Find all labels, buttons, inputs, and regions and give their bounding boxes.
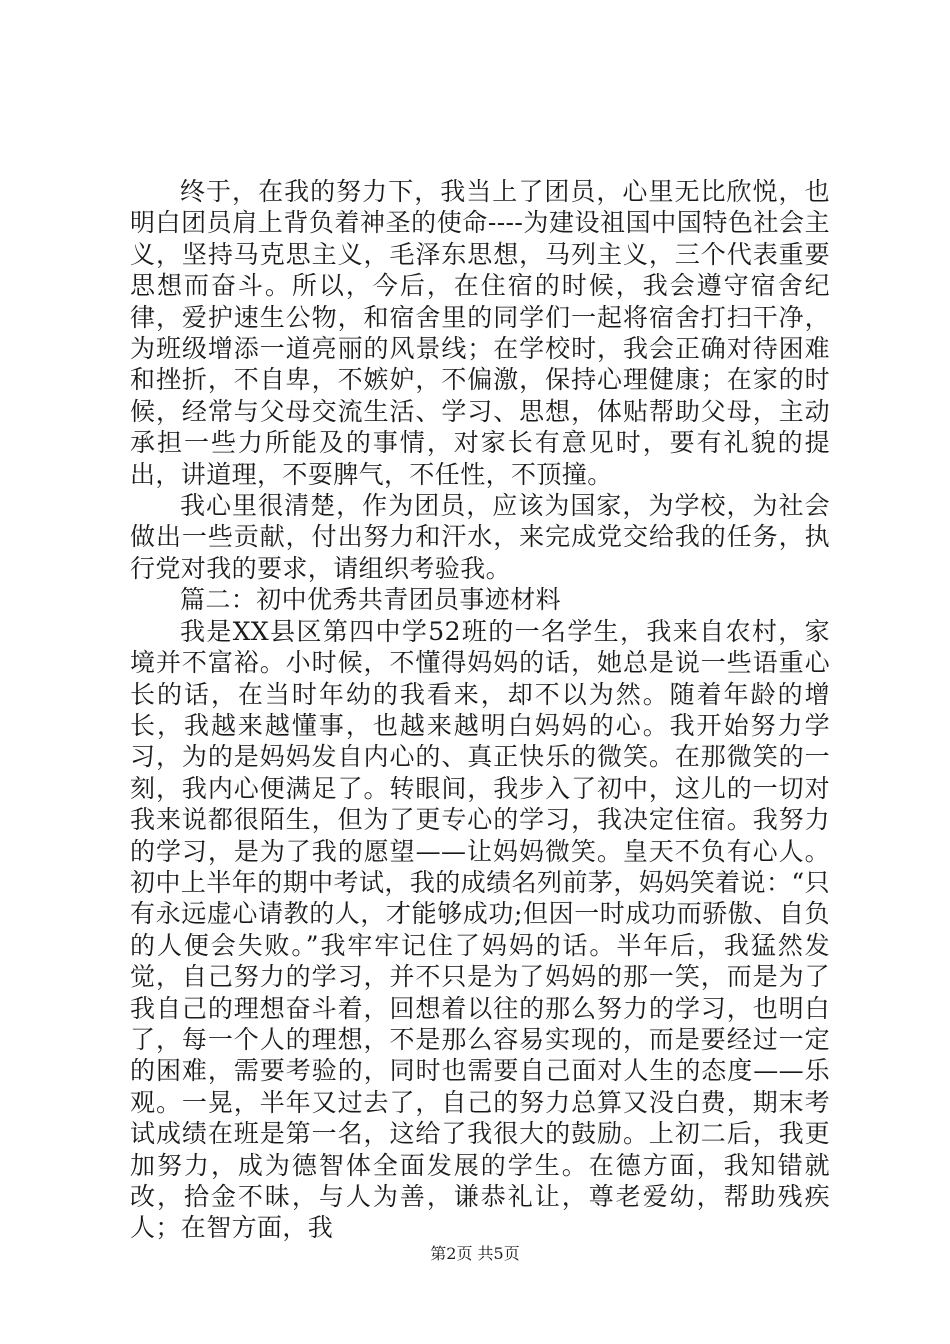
paragraph-3: 我是XX县区第四中学52班的一名学生，我来自农村，家境并不富裕。小时候，不懂得妈妈的话，她总是说一些语重心长的话，在当时年幼的我看来，却不以为然。随着年龄的增长，我越来越懂事，也越来越明白妈妈的心。我开始努力学习，为的是妈妈发自内心的、真正快乐的微笑。在那微笑的一刻，我内心便满足了。转眼间，我步入了初中，这儿的一切对我来说都很陌生，但为了更专心的学习，我决定住宿。我努力的学习，是为了我的愿望——让妈妈微笑。皇天不负有心人。初中上半年的期中考试，我的成绩名列前茅，妈妈笑着说：“只有永远虚心请教的人，才能够成功;但因一时成功而骄傲、自负的人便会失败。”我牢牢记住了妈妈的话。半年后，我猛然发觉，自己努力的学习，并不只是为了妈妈的那一笑，而是为了我自己的理想奋斗着，回想着以往的那么努力的学习，也明白了，每一个人的理想，不是那么容易实现的，而是要经过一定的困难，需要考验的，同时也需要自己面对人生的态度——乐观。一晃，半年又过去了，自己的努力总算又没白费，期末考试成绩在班是第一名，这给了我很大的鼓励。上初二后，我更加努力，成为德智体全面发展的学生。在德方面，我知错就改，拾金不昧，与人为善，谦恭礼让，尊老爱幼，帮助残疾人；在智方面，我 — [130, 616, 830, 1243]
page-footer: 第2页 共5页 — [430, 1244, 520, 1263]
document-body — [130, 176, 830, 1244]
paragraph-2: 我心里很清楚，作为团员，应该为国家，为学校，为社会做出一些贡献，付出努力和汗水，来完成党交给我的任务，执行党对我的要求，请组织考验我。 — [130, 491, 830, 583]
section-heading: 篇二：初中优秀共青团员事迹材料 — [180, 585, 562, 615]
paragraph-1: 终于，在我的努力下，我当上了团员，心里无比欣悦，也明白团员肩上背负着神圣的使命----为建设祖国中国特色社会主义，坚持马克思主义，毛泽东思想，马列主义，三个代表重要思想而奋斗。所以，今后，在住宿的时候，我会遵守宿舍纪律，爱护速生公物，和宿舍里的同学们一起将宿舍打扫干净，为班级增添一道亮丽的风景线；在学校时，我会正确对待困难和挫折，不自卑，不嫉妒，不偏激，保持心理健康；在家的时候，经常与父母交流生活、学习、思想，体贴帮助父母，主动承担一些力所能及的事情，对家长有意见时，要有礼貌的提出，讲道理，不耍脾气，不任性，不顶撞。 — [130, 177, 830, 489]
